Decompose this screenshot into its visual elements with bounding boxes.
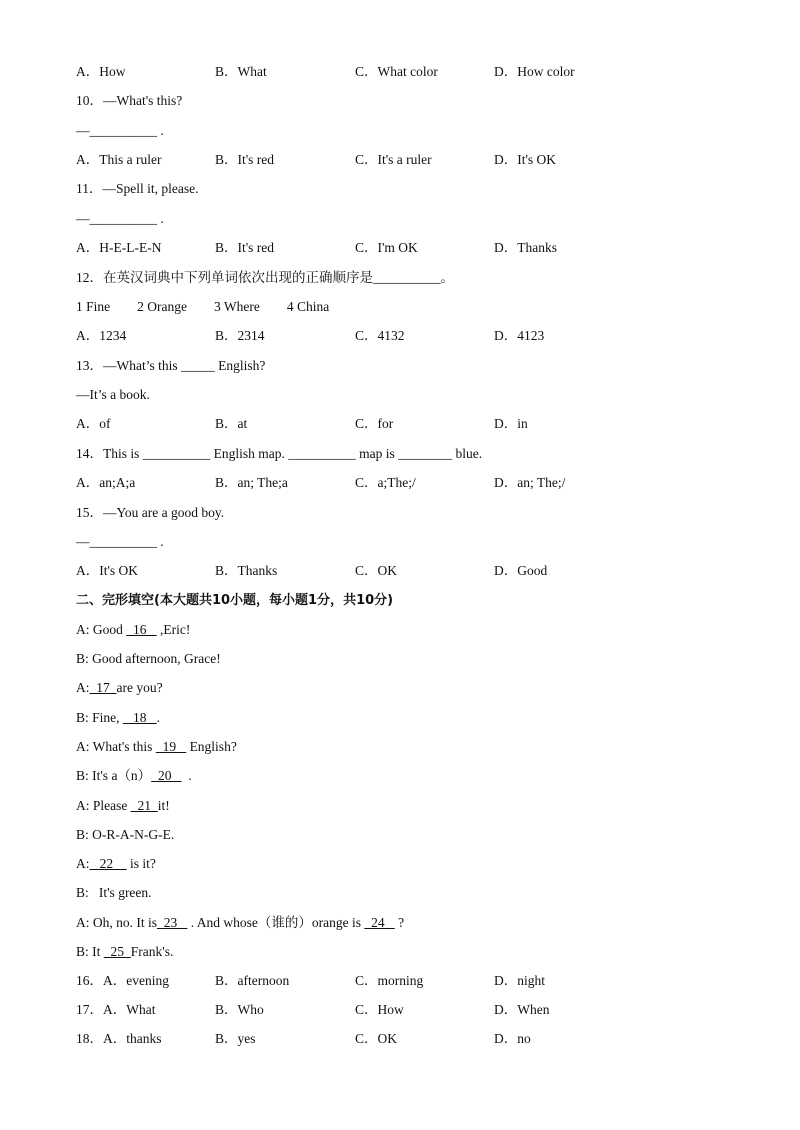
dialogue-line-3 <box>76 680 163 696</box>
q14-option-a: A．an;A;a <box>76 475 136 490</box>
blank-17: 17 <box>89 680 117 695</box>
dialogue-line-7 <box>76 798 170 814</box>
q9-option-a: A．How <box>76 64 126 79</box>
q10-option-a: A．This a ruler <box>76 152 162 167</box>
q17-option-d: D．When <box>494 1002 550 1017</box>
q16-option-b: B．afternoon <box>215 973 290 988</box>
q13-option-c: C．for <box>355 416 394 431</box>
blank-23: 23 <box>157 915 188 930</box>
q13-option-b: B．at <box>215 416 248 431</box>
q11-stem: 11．—Spell it, please. <box>76 181 199 196</box>
blank-18: 18 <box>122 710 157 725</box>
q17-option-a: 17．A．What <box>76 1002 156 1017</box>
q12-option-b: B．2314 <box>215 328 265 343</box>
dialogue-text: A: <box>76 680 90 695</box>
dialogue-line-9 <box>76 856 156 872</box>
q12-word-list: 1 Fine 2 Orange 3 Where 4 China <box>76 299 330 314</box>
blank-21: 21 <box>130 798 158 813</box>
dialogue-text: . And whose（谁的）orange is <box>187 915 365 930</box>
q12-option-a: A．1234 <box>76 328 127 343</box>
dialogue-text: A: Please <box>76 798 131 813</box>
dialogue-text: B: It's a（n） <box>76 768 152 783</box>
q10-option-b: B．It's red <box>215 152 275 167</box>
q15-option-d: D．Good <box>494 563 548 578</box>
q14-option-c: C．a;The;/ <box>355 475 416 490</box>
dialogue-line-8: B: O-R-A-N-G-E. <box>76 827 175 842</box>
dialogue-line-5 <box>76 739 237 755</box>
section-title: 二、完形填空(本大题共10小题，每小题1分，共10分) <box>76 593 394 608</box>
q18-option-c: C．OK <box>355 1031 398 1046</box>
q11-option-b: B．It's red <box>215 240 275 255</box>
q14-option-d: D．an; The;/ <box>494 475 566 490</box>
dialogue-text: English? <box>186 739 237 754</box>
q15-stem: 15．—You are a good boy. <box>76 505 225 520</box>
q13-stem: 13．—What’s this _____ English? <box>76 358 266 373</box>
q18-option-b: B．yes <box>215 1031 256 1046</box>
blank-22: 22 <box>89 856 127 871</box>
q10-option-d: D．It's OK <box>494 152 557 167</box>
dialogue-text: A: Oh, no. It is <box>76 915 157 930</box>
q11-option-a: A．H-E-L-E-N <box>76 240 162 255</box>
dialogue-line-2: B: Good afternoon, Grace! <box>76 651 221 666</box>
q15-option-b: B．Thanks <box>215 563 278 578</box>
q13-reply: —It’s a book. <box>76 387 150 402</box>
blank-24: 24 <box>364 915 395 930</box>
dialogue-text: Frank's. <box>130 944 174 959</box>
q15-option-a: A．It's OK <box>76 563 139 578</box>
q16-option-c: C．morning <box>355 973 424 988</box>
q15-answer-line: —__________ . <box>76 534 164 549</box>
q16-option-a: 16．A．evening <box>76 973 169 988</box>
q14-stem: 14．This is __________ English map. __________ map is ________ blue. <box>76 446 483 461</box>
q17-option-b: B．Who <box>215 1002 264 1017</box>
q15-option-c: C．OK <box>355 563 398 578</box>
dialogue-line-6 <box>76 768 192 784</box>
blank-16: 16 <box>126 622 157 637</box>
dialogue-line-12 <box>76 944 173 960</box>
q10-answer-line: —__________ . <box>76 123 164 138</box>
q12-option-d: D．4123 <box>494 328 545 343</box>
q17-option-c: C．How <box>355 1002 404 1017</box>
blank-19: 19 <box>155 739 187 754</box>
q16-option-d: D．night <box>494 973 546 988</box>
dialogue-text: . <box>181 768 192 783</box>
dialogue-line-11 <box>76 915 404 931</box>
q14-option-b: B．an; The;a <box>215 475 288 490</box>
q10-option-c: C．It's a ruler <box>355 152 432 167</box>
dialogue-text: A: Good <box>76 622 127 637</box>
q13-option-a: A．of <box>76 416 111 431</box>
q18-option-a: 18．A．thanks <box>76 1031 162 1046</box>
q9-option-c: C．What color <box>355 64 438 79</box>
dialogue-text: it! <box>157 798 170 813</box>
blank-25: 25 <box>103 944 131 959</box>
dialogue-line-1 <box>76 622 190 638</box>
dialogue-line-4 <box>76 710 160 726</box>
q12-option-c: C．4132 <box>355 328 405 343</box>
dialogue-text: ? <box>394 915 405 930</box>
dialogue-text: A: What's this <box>76 739 156 754</box>
q10-stem: 10．—What's this? <box>76 93 183 108</box>
q18-option-d: D．no <box>494 1031 531 1046</box>
dialogue-text: A: <box>76 856 90 871</box>
dialogue-line-10: B: It's green. <box>76 885 152 900</box>
dialogue-text: . <box>156 710 161 725</box>
dialogue-text: ,Eric! <box>156 622 191 637</box>
q12-stem: 12．在英汉词典中下列单词依次出现的正确顺序是__________。 <box>76 270 454 285</box>
q11-answer-line: —__________ . <box>76 211 164 226</box>
q9-option-d: D．How color <box>494 64 575 79</box>
q13-option-d: D．in <box>494 416 528 431</box>
dialogue-text: B: It <box>76 944 104 959</box>
dialogue-text: B: Fine, <box>76 710 123 725</box>
q11-option-d: D．Thanks <box>494 240 557 255</box>
blank-20: 20 <box>151 768 182 783</box>
q9-option-b: B．What <box>215 64 267 79</box>
dialogue-text: are you? <box>116 680 163 695</box>
q11-option-c: C．I'm OK <box>355 240 418 255</box>
dialogue-text: is it? <box>126 856 156 871</box>
